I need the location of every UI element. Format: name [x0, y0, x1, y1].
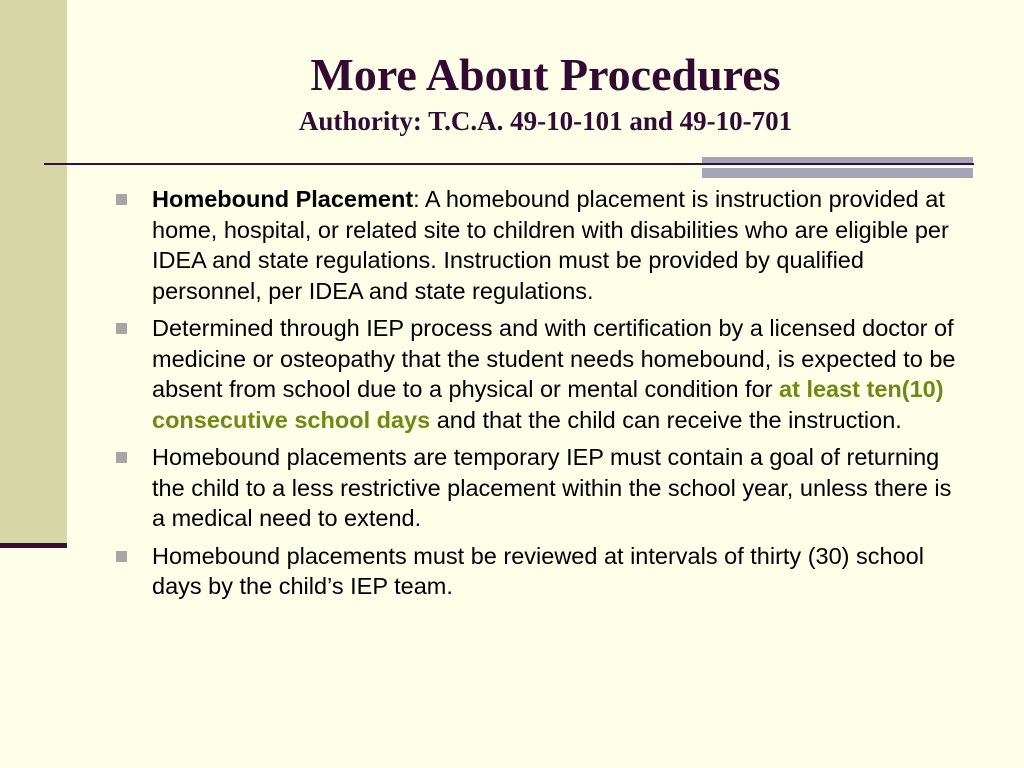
bullet-homebound-placement [116, 184, 968, 306]
bullet-text: Homebound placements are temporary IEP must contain a goal of returning the child to a less restrictive placement within the school year, unless there is a medical need to extend. [152, 444, 952, 531]
bullet-list [116, 184, 968, 609]
square-bullet-icon [116, 551, 127, 562]
title-block [67, 46, 1024, 138]
square-bullet-icon [116, 452, 127, 463]
square-bullet-icon [116, 323, 127, 334]
left-band-rule [0, 543, 67, 548]
left-decorative-band [0, 0, 67, 545]
bullet-highlight: at least ten(10) consecutive school days [152, 376, 944, 433]
bullet-review-interval [116, 541, 968, 602]
bullet-text-end: and that the child can receive the instruction. [430, 406, 902, 433]
slide-title: More About Procedures [310, 49, 781, 100]
bullet-temporary-placement [116, 442, 968, 534]
square-bullet-icon [116, 194, 127, 205]
bullet-determination [116, 313, 968, 435]
bullet-text: : A homebound placement is instruction provided at home, hospital, or related site to children with disabilities who are eligible per IDEA and state regulations. Instruction must be provided by qualified personnel, per IDEA and state regulations. [152, 186, 949, 304]
bullet-text: Homebound placements must be reviewed at intervals of thirty (30) school days by the child’s IEP team. [152, 542, 924, 599]
slide-subtitle: Authority: T.C.A. 49-10-101 and 49-10-701 [298, 106, 793, 136]
accent-bar-top [702, 157, 973, 163]
accent-bar-bottom [702, 168, 973, 178]
bullet-term: Homebound Placement [152, 186, 414, 212]
bullet-text: Determined through IEP process and with certification by a licensed doctor of medicine or osteopathy that the student needs homebound, is expected to be absent from school due to a physical or mental condition for [152, 315, 956, 402]
title-divider-rule [44, 163, 974, 165]
